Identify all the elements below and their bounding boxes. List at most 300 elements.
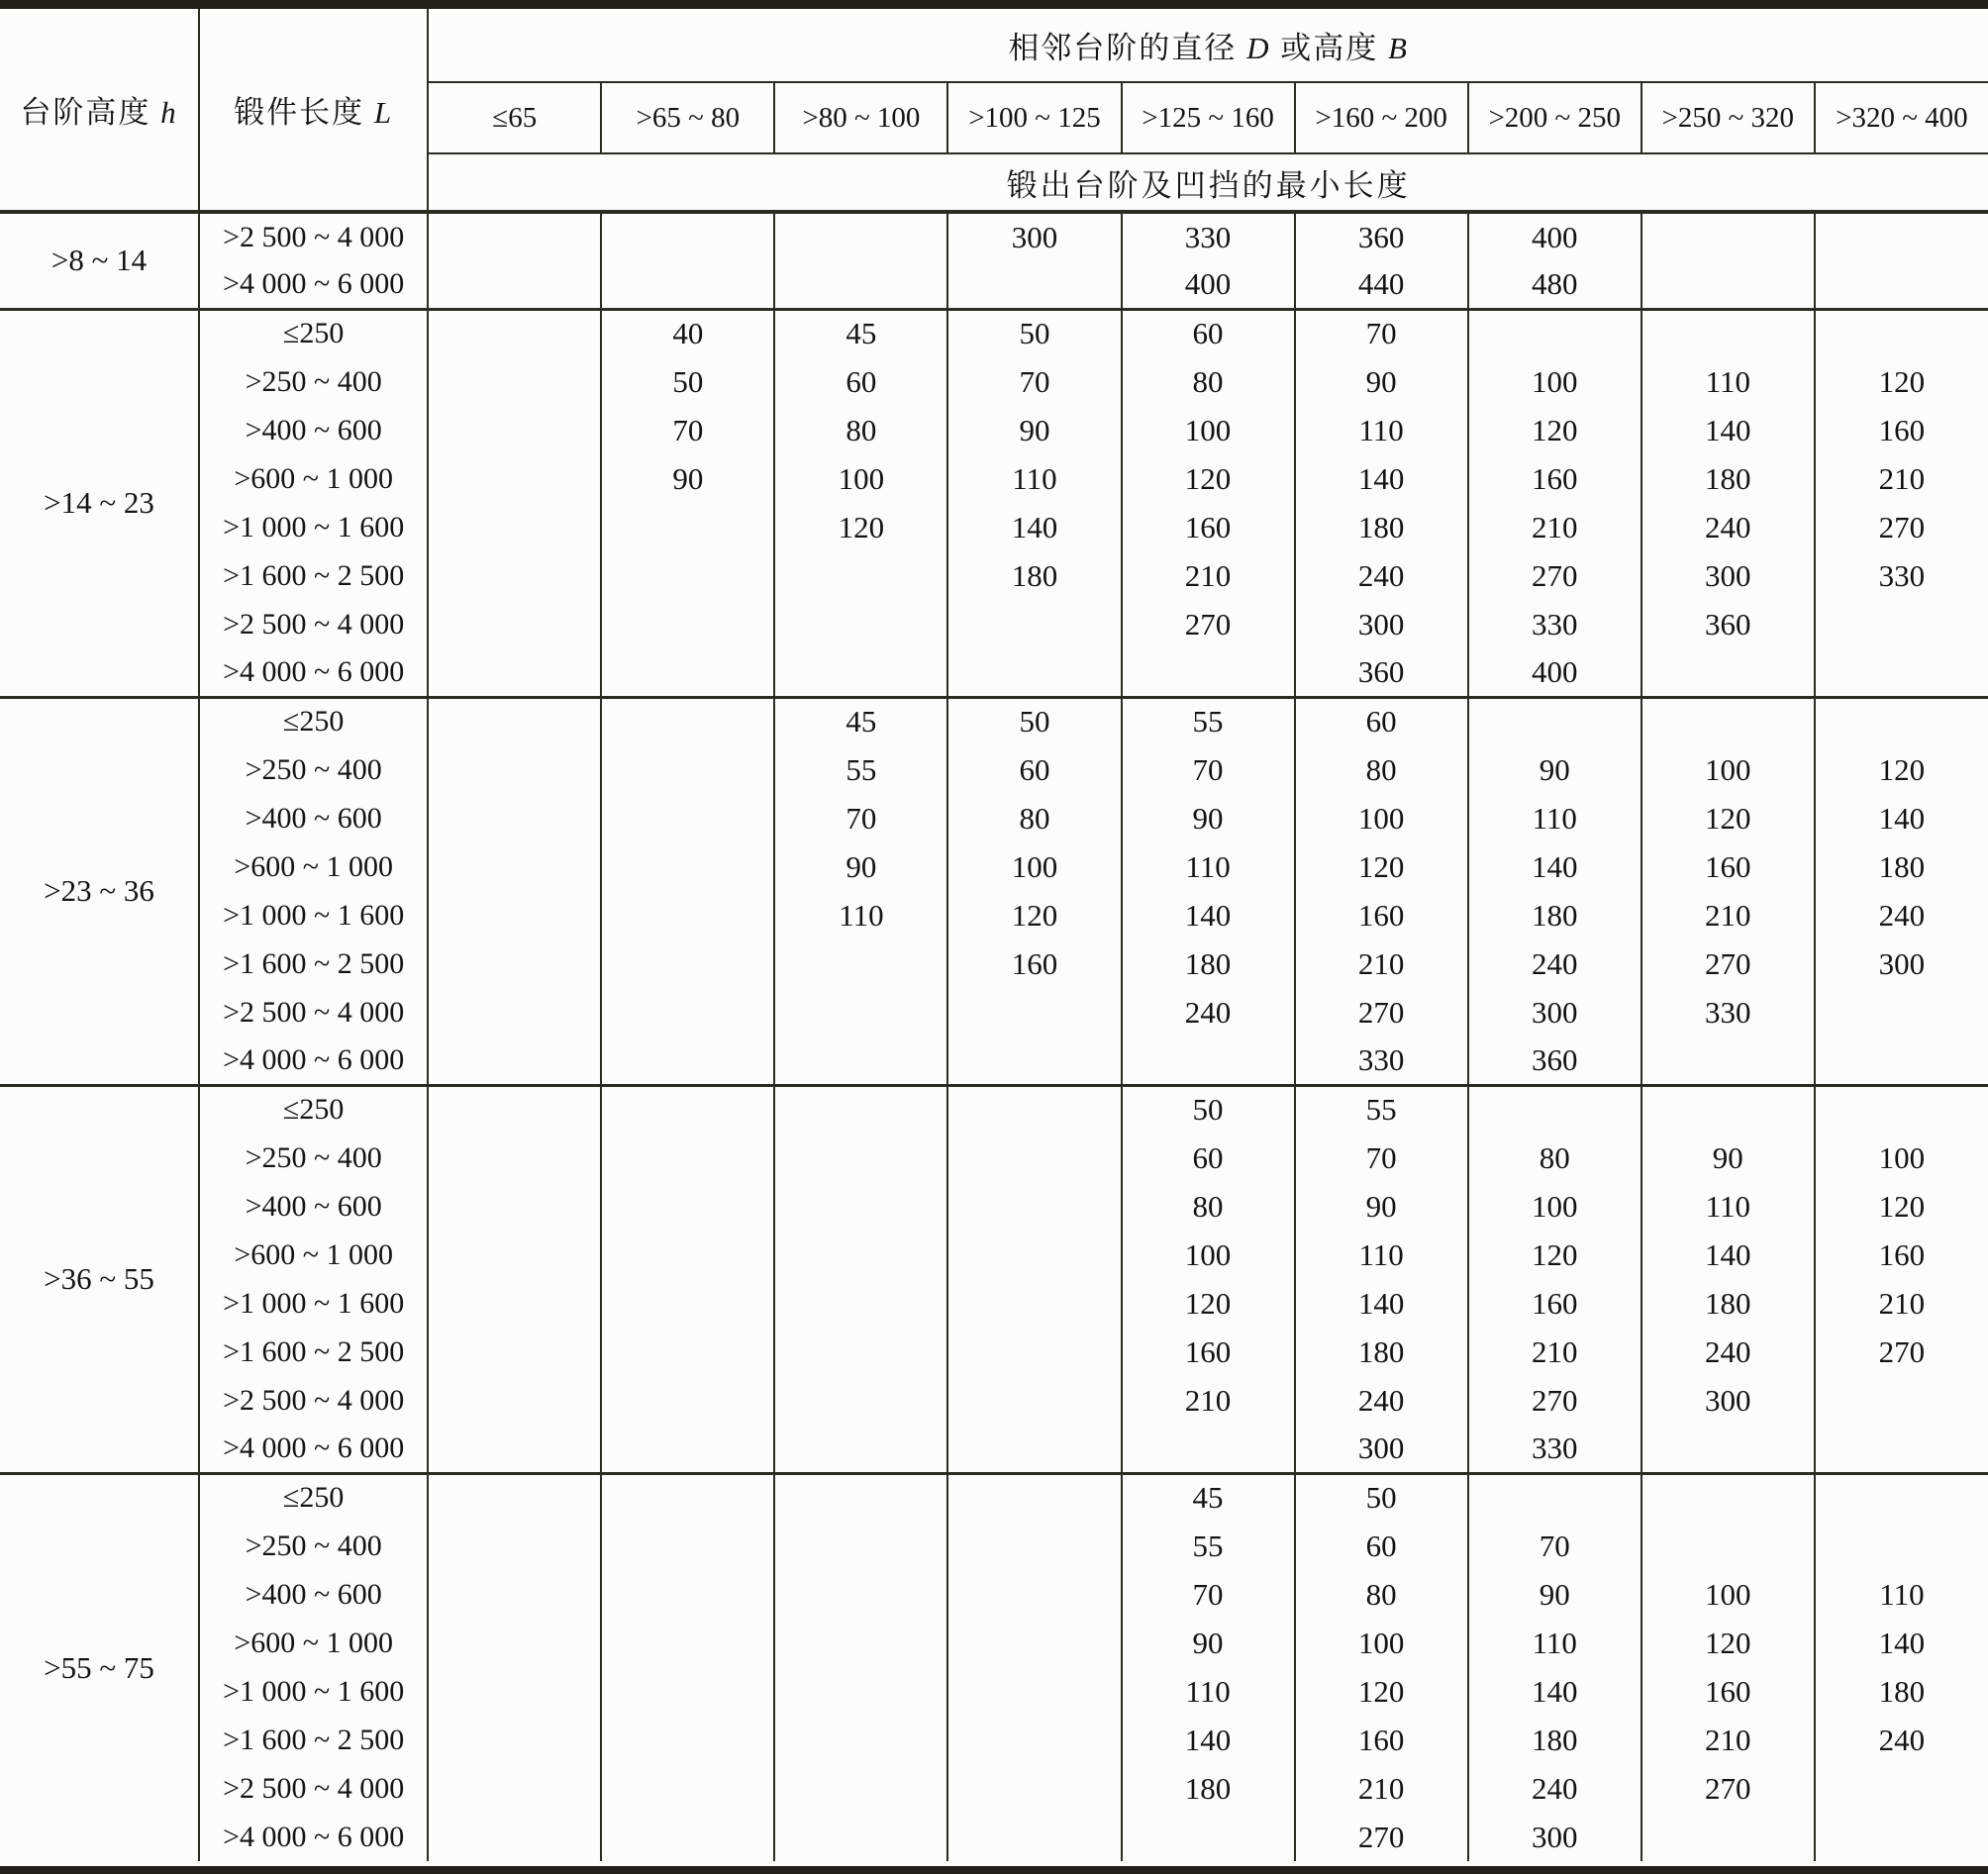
min-length-value-cell: 240 — [1641, 503, 1815, 551]
min-length-value-cell — [601, 1328, 774, 1376]
min-length-value-cell: 80 — [1122, 1182, 1295, 1231]
min-length-value-cell: 210 — [1122, 551, 1295, 600]
forging-length-cell: >4 000 ~ 6 000 — [199, 1425, 428, 1473]
min-length-value-cell — [774, 1376, 947, 1425]
min-length-value-cell: 120 — [1122, 1279, 1295, 1328]
min-length-value-cell — [774, 212, 947, 260]
min-length-value-cell — [947, 260, 1121, 309]
min-length-value-cell: 70 — [1468, 1522, 1641, 1570]
min-length-value-cell: 80 — [1468, 1134, 1641, 1182]
min-length-value-cell: 110 — [1295, 1231, 1468, 1279]
min-length-value-cell — [601, 939, 774, 988]
forging-length-cell: >4 000 ~ 6 000 — [199, 260, 428, 309]
min-length-value-cell — [947, 1425, 1121, 1473]
table-row — [0, 260, 1988, 309]
min-length-value-cell: 160 — [1468, 1279, 1641, 1328]
span-header-text-1: 相邻台阶的直径 — [1008, 31, 1238, 65]
min-length-value-cell: 55 — [1295, 1085, 1468, 1134]
min-length-value-cell — [1641, 212, 1815, 260]
forging-length-cell: ≤250 — [199, 1085, 428, 1134]
span-header-text-2: 或高度 — [1280, 31, 1379, 65]
min-length-value-cell — [428, 939, 601, 988]
min-length-value-cell: 100 — [947, 842, 1121, 891]
min-length-value-cell: 210 — [1295, 1764, 1468, 1813]
min-length-value-cell — [1815, 1813, 1988, 1861]
min-length-value-cell: 180 — [1122, 1764, 1295, 1813]
min-length-value-cell: 90 — [1468, 745, 1641, 794]
forging-length-cell: >2 500 ~ 4 000 — [199, 1376, 428, 1425]
min-length-value-cell — [1641, 309, 1815, 357]
min-length-value-cell: 270 — [1295, 1813, 1468, 1861]
min-length-value-cell — [1122, 1036, 1295, 1085]
table-row — [0, 1328, 1988, 1376]
min-length-value-cell — [601, 1036, 774, 1085]
forging-length-cell: >250 ~ 400 — [199, 357, 428, 406]
min-length-value-cell — [1641, 1813, 1815, 1861]
min-length-value-cell: 120 — [1815, 357, 1988, 406]
min-length-value-cell — [1641, 1473, 1815, 1522]
min-length-value-cell — [601, 1522, 774, 1570]
min-length-value-cell: 55 — [774, 745, 947, 794]
forging-length-cell: >250 ~ 400 — [199, 745, 428, 794]
table-row — [0, 600, 1988, 648]
table-row — [0, 1619, 1988, 1667]
min-length-value-cell: 360 — [1641, 600, 1815, 648]
min-length-value-cell: 110 — [947, 454, 1121, 503]
min-length-value-cell — [601, 1279, 774, 1328]
table-row — [0, 648, 1988, 697]
min-length-value-cell — [774, 988, 947, 1036]
min-length-value-cell — [601, 260, 774, 309]
min-length-value-cell: 50 — [947, 697, 1121, 745]
min-length-value-cell — [774, 1231, 947, 1279]
min-length-value-cell: 120 — [1641, 1619, 1815, 1667]
min-length-value-cell — [601, 551, 774, 600]
forging-length-cell: ≤250 — [199, 697, 428, 745]
min-length-value-cell: 100 — [1641, 1570, 1815, 1619]
min-length-value-cell: 160 — [947, 939, 1121, 988]
min-length-value-cell — [428, 454, 601, 503]
min-length-value-cell: 270 — [1815, 503, 1988, 551]
min-length-value-cell — [428, 357, 601, 406]
min-length-value-cell: 270 — [1815, 1328, 1988, 1376]
forging-length-cell: >600 ~ 1 000 — [199, 1231, 428, 1279]
forging-length-cell: >2 500 ~ 4 000 — [199, 988, 428, 1036]
min-length-value-cell: 110 — [1815, 1570, 1988, 1619]
forging-length-symbol: L — [373, 95, 394, 130]
table-row — [0, 1425, 1988, 1473]
min-length-value-cell: 400 — [1122, 260, 1295, 309]
min-length-value-cell: 110 — [1641, 1182, 1815, 1231]
min-length-value-cell: 60 — [774, 357, 947, 406]
min-length-value-cell — [601, 1085, 774, 1134]
min-length-value-cell: 330 — [1468, 600, 1641, 648]
min-length-value-cell — [1641, 1425, 1815, 1473]
min-length-value-cell: 140 — [1815, 1619, 1988, 1667]
min-length-value-cell: 140 — [1468, 842, 1641, 891]
min-length-value-cell: 90 — [601, 454, 774, 503]
min-length-value-cell — [601, 842, 774, 891]
min-length-value-cell — [774, 1425, 947, 1473]
min-length-value-cell — [428, 1279, 601, 1328]
min-length-value-cell — [428, 309, 601, 357]
min-length-value-cell: 110 — [1122, 1667, 1295, 1716]
min-length-value-cell — [947, 988, 1121, 1036]
min-length-value-cell: 180 — [1815, 1667, 1988, 1716]
min-length-value-cell — [428, 600, 601, 648]
min-length-value-cell — [1641, 1085, 1815, 1134]
min-length-value-cell — [947, 600, 1121, 648]
forging-length-cell: >4 000 ~ 6 000 — [199, 648, 428, 697]
min-length-value-cell — [1468, 1085, 1641, 1134]
col-header-step-height — [0, 9, 199, 212]
range-col-header: >80 ~ 100 — [774, 82, 947, 153]
min-length-value-cell: 120 — [1122, 454, 1295, 503]
min-length-value-cell: 100 — [1815, 1134, 1988, 1182]
min-length-value-cell — [428, 1764, 601, 1813]
min-length-value-cell — [601, 1716, 774, 1764]
table-row — [0, 1473, 1988, 1522]
step-height-group-cell: >55 ~ 75 — [0, 1473, 199, 1861]
min-length-value-cell — [428, 794, 601, 842]
min-length-value-cell — [774, 648, 947, 697]
min-length-value-cell — [1815, 260, 1988, 309]
diameter-symbol: D — [1246, 31, 1271, 65]
forging-length-cell: >4 000 ~ 6 000 — [199, 1036, 428, 1085]
forging-length-cell: >1 000 ~ 1 600 — [199, 1279, 428, 1328]
min-length-value-cell: 140 — [1815, 794, 1988, 842]
min-length-value-cell — [947, 1036, 1121, 1085]
min-length-value-cell — [947, 1328, 1121, 1376]
min-length-value-cell: 270 — [1641, 1764, 1815, 1813]
min-length-value-cell — [1815, 212, 1988, 260]
min-length-value-cell: 160 — [1295, 1716, 1468, 1764]
min-length-value-cell: 55 — [1122, 697, 1295, 745]
span-header-adjacent-step — [428, 9, 1988, 82]
min-length-value-cell — [1815, 648, 1988, 697]
min-length-value-cell — [428, 1085, 601, 1134]
min-length-value-cell: 160 — [1815, 1231, 1988, 1279]
min-length-value-cell — [601, 1376, 774, 1425]
min-length-value-cell — [601, 1667, 774, 1716]
min-length-value-cell: 110 — [1122, 842, 1295, 891]
min-length-value-cell: 140 — [1295, 1279, 1468, 1328]
min-length-value-cell — [774, 1667, 947, 1716]
table-row — [0, 1764, 1988, 1813]
min-length-value-cell: 240 — [1815, 891, 1988, 939]
min-length-value-cell — [1815, 1425, 1988, 1473]
min-length-value-cell: 100 — [1295, 794, 1468, 842]
min-length-value-cell: 70 — [601, 406, 774, 454]
min-length-value-cell — [1815, 988, 1988, 1036]
range-col-header: >125 ~ 160 — [1122, 82, 1295, 153]
table-row — [0, 988, 1988, 1036]
min-length-value-cell: 60 — [947, 745, 1121, 794]
table-row — [0, 697, 1988, 745]
forging-length-label: 锻件长度 — [234, 95, 365, 130]
min-length-value-cell: 120 — [1815, 745, 1988, 794]
min-length-value-cell: 180 — [1815, 842, 1988, 891]
forging-length-cell: >1 000 ~ 1 600 — [199, 1667, 428, 1716]
min-length-value-cell — [774, 1279, 947, 1328]
min-length-value-cell — [774, 1085, 947, 1134]
min-length-value-cell: 70 — [947, 357, 1121, 406]
min-length-value-cell: 210 — [1641, 1716, 1815, 1764]
min-length-value-cell: 210 — [1122, 1376, 1295, 1425]
min-length-value-cell — [428, 1134, 601, 1182]
min-length-value-cell: 100 — [1468, 1182, 1641, 1231]
forging-length-cell: >2 500 ~ 4 000 — [199, 212, 428, 260]
header-row-top — [0, 9, 1988, 82]
min-length-value-cell — [947, 648, 1121, 697]
min-length-value-cell — [1641, 697, 1815, 745]
min-length-value-cell: 70 — [1122, 1570, 1295, 1619]
min-length-value-cell — [1815, 1376, 1988, 1425]
table-row — [0, 212, 1988, 260]
min-length-value-cell — [947, 1619, 1121, 1667]
min-length-value-cell: 120 — [1468, 1231, 1641, 1279]
min-length-value-cell — [601, 1813, 774, 1861]
min-length-value-cell — [774, 260, 947, 309]
min-length-value-cell — [428, 503, 601, 551]
min-length-value-cell: 80 — [1122, 357, 1295, 406]
min-length-value-cell: 240 — [1641, 1328, 1815, 1376]
min-length-value-cell: 240 — [1295, 1376, 1468, 1425]
min-length-value-cell — [601, 745, 774, 794]
min-length-value-cell: 60 — [1122, 309, 1295, 357]
min-length-value-cell: 160 — [1122, 1328, 1295, 1376]
min-length-value-cell: 90 — [947, 406, 1121, 454]
min-length-value-cell: 90 — [1468, 1570, 1641, 1619]
min-length-value-cell — [428, 260, 601, 309]
min-length-value-cell — [1815, 600, 1988, 648]
min-length-value-cell: 140 — [947, 503, 1121, 551]
min-length-value-cell — [774, 600, 947, 648]
table-row — [0, 1813, 1988, 1861]
table-row — [0, 794, 1988, 842]
min-length-value-cell — [601, 988, 774, 1036]
min-length-value-cell — [1641, 1036, 1815, 1085]
min-length-value-cell: 240 — [1122, 988, 1295, 1036]
min-length-value-cell: 80 — [1295, 1570, 1468, 1619]
table-row — [0, 1522, 1988, 1570]
min-length-value-cell — [947, 1570, 1121, 1619]
min-length-value-cell — [601, 794, 774, 842]
sub-header-min-length: 锻出台阶及凹挡的最小长度 — [1006, 167, 1411, 203]
step-height-group-cell: >14 ~ 23 — [0, 309, 199, 697]
min-length-value-cell: 270 — [1468, 551, 1641, 600]
min-length-value-cell: 160 — [1641, 1667, 1815, 1716]
min-length-value-cell — [774, 1570, 947, 1619]
min-length-value-cell — [947, 1231, 1121, 1279]
min-length-value-cell: 100 — [1295, 1619, 1468, 1667]
min-length-value-cell — [428, 1231, 601, 1279]
min-length-value-cell: 120 — [1468, 406, 1641, 454]
range-col-header: >250 ~ 320 — [1641, 82, 1815, 153]
min-length-value-cell — [947, 1813, 1121, 1861]
range-col-header: >100 ~ 125 — [947, 82, 1121, 153]
min-length-value-cell — [428, 648, 601, 697]
table-row — [0, 1279, 1988, 1328]
min-length-value-cell: 100 — [1468, 357, 1641, 406]
min-length-value-cell: 90 — [1122, 1619, 1295, 1667]
min-length-value-cell — [1641, 260, 1815, 309]
min-length-value-cell: 180 — [1295, 503, 1468, 551]
min-length-value-cell — [601, 1182, 774, 1231]
min-length-value-cell — [601, 697, 774, 745]
min-length-value-cell: 40 — [601, 309, 774, 357]
min-length-value-cell — [774, 1764, 947, 1813]
min-length-value-cell: 240 — [1468, 939, 1641, 988]
min-length-value-cell — [774, 1182, 947, 1231]
min-length-value-cell: 180 — [1295, 1328, 1468, 1376]
min-length-value-cell — [947, 1182, 1121, 1231]
min-length-value-cell: 70 — [1122, 745, 1295, 794]
min-length-value-cell — [947, 1085, 1121, 1134]
forging-step-min-length-table — [0, 9, 1988, 1861]
min-length-value-cell: 240 — [1468, 1764, 1641, 1813]
range-col-header: ≤65 — [428, 82, 601, 153]
min-length-value-cell: 300 — [1641, 551, 1815, 600]
min-length-value-cell: 140 — [1641, 406, 1815, 454]
forging-length-cell: >1 000 ~ 1 600 — [199, 891, 428, 939]
min-length-value-cell: 90 — [1641, 1134, 1815, 1182]
min-length-value-cell — [601, 1619, 774, 1667]
min-length-value-cell — [947, 1522, 1121, 1570]
min-length-value-cell — [601, 1570, 774, 1619]
min-length-value-cell: 210 — [1815, 1279, 1988, 1328]
min-length-value-cell: 45 — [774, 309, 947, 357]
min-length-value-cell: 210 — [1815, 454, 1988, 503]
min-length-value-cell — [1122, 1425, 1295, 1473]
min-length-value-cell — [428, 212, 601, 260]
min-length-value-cell: 120 — [947, 891, 1121, 939]
table-row — [0, 1231, 1988, 1279]
min-length-value-cell — [601, 648, 774, 697]
min-length-value-cell — [774, 1473, 947, 1522]
min-length-value-cell — [428, 1619, 601, 1667]
table-row — [0, 1182, 1988, 1231]
min-length-value-cell: 300 — [1295, 600, 1468, 648]
min-length-value-cell: 120 — [1295, 842, 1468, 891]
forging-length-cell: >600 ~ 1 000 — [199, 454, 428, 503]
table-row — [0, 1036, 1988, 1085]
min-length-value-cell: 80 — [1295, 745, 1468, 794]
min-length-value-cell — [947, 1473, 1121, 1522]
min-length-value-cell: 270 — [1295, 988, 1468, 1036]
min-length-value-cell — [947, 1279, 1121, 1328]
min-length-value-cell — [1815, 309, 1988, 357]
min-length-value-cell: 360 — [1295, 648, 1468, 697]
min-length-value-cell: 80 — [947, 794, 1121, 842]
forging-length-cell: >1 000 ~ 1 600 — [199, 503, 428, 551]
min-length-value-cell: 140 — [1122, 891, 1295, 939]
step-height-group-cell: >8 ~ 14 — [0, 212, 199, 309]
min-length-value-cell — [947, 1376, 1121, 1425]
min-length-value-cell: 210 — [1468, 503, 1641, 551]
min-length-value-cell: 60 — [1295, 697, 1468, 745]
min-length-value-cell: 160 — [1815, 406, 1988, 454]
min-length-value-cell: 300 — [1815, 939, 1988, 988]
step-height-group-cell: >23 ~ 36 — [0, 697, 199, 1085]
min-length-value-cell: 270 — [1468, 1376, 1641, 1425]
min-length-value-cell: 60 — [1122, 1134, 1295, 1182]
min-length-value-cell: 120 — [1815, 1182, 1988, 1231]
min-length-value-cell — [601, 891, 774, 939]
min-length-value-cell — [428, 1036, 601, 1085]
table-body — [0, 212, 1988, 1861]
min-length-value-cell — [774, 1716, 947, 1764]
table-header — [0, 9, 1988, 212]
min-length-value-cell — [1815, 1085, 1988, 1134]
min-length-value-cell: 90 — [1295, 357, 1468, 406]
min-length-value-cell: 210 — [1468, 1328, 1641, 1376]
min-length-value-cell: 110 — [1295, 406, 1468, 454]
min-length-value-cell: 440 — [1295, 260, 1468, 309]
table-row — [0, 842, 1988, 891]
min-length-value-cell — [428, 1716, 601, 1764]
min-length-value-cell: 50 — [1122, 1085, 1295, 1134]
min-length-value-cell — [428, 1328, 601, 1376]
min-length-value-cell: 45 — [774, 697, 947, 745]
forging-length-cell: >250 ~ 400 — [199, 1134, 428, 1182]
min-length-value-cell — [1468, 309, 1641, 357]
table-row — [0, 503, 1988, 551]
min-length-value-cell — [774, 1036, 947, 1085]
min-length-value-cell — [428, 697, 601, 745]
min-length-value-cell: 210 — [1295, 939, 1468, 988]
range-col-header: >160 ~ 200 — [1295, 82, 1468, 153]
min-length-value-cell — [1815, 1473, 1988, 1522]
min-length-value-cell: 50 — [1295, 1473, 1468, 1522]
forging-length-cell: >4 000 ~ 6 000 — [199, 1813, 428, 1861]
forging-length-cell: >400 ~ 600 — [199, 1570, 428, 1619]
min-length-value-cell: 400 — [1468, 212, 1641, 260]
min-length-value-cell: 160 — [1641, 842, 1815, 891]
table-row — [0, 1376, 1988, 1425]
min-length-value-cell: 50 — [947, 309, 1121, 357]
min-length-value-cell: 300 — [1641, 1376, 1815, 1425]
range-col-header: >200 ~ 250 — [1468, 82, 1641, 153]
min-length-value-cell: 300 — [1468, 1813, 1641, 1861]
min-length-value-cell: 180 — [1641, 454, 1815, 503]
table-row — [0, 891, 1988, 939]
min-length-value-cell: 270 — [1641, 939, 1815, 988]
min-length-value-cell: 120 — [1641, 794, 1815, 842]
min-length-value-cell: 80 — [774, 406, 947, 454]
min-length-value-cell: 330 — [1815, 551, 1988, 600]
min-length-value-cell: 160 — [1295, 891, 1468, 939]
min-length-value-cell — [947, 1134, 1121, 1182]
min-length-value-cell: 140 — [1295, 454, 1468, 503]
min-length-value-cell — [428, 745, 601, 794]
table-row — [0, 551, 1988, 600]
forging-length-cell: ≤250 — [199, 309, 428, 357]
forging-length-cell: >1 600 ~ 2 500 — [199, 1716, 428, 1764]
min-length-value-cell: 90 — [1295, 1182, 1468, 1231]
min-length-value-cell: 100 — [774, 454, 947, 503]
forging-length-cell: >2 500 ~ 4 000 — [199, 600, 428, 648]
forging-length-cell: >1 600 ~ 2 500 — [199, 551, 428, 600]
min-length-value-cell: 110 — [1468, 1619, 1641, 1667]
min-length-value-cell — [428, 1570, 601, 1619]
min-length-value-cell — [1468, 1473, 1641, 1522]
min-length-value-cell: 300 — [1468, 988, 1641, 1036]
step-height-label: 台阶高度 — [20, 95, 151, 130]
min-length-value-cell — [601, 600, 774, 648]
forging-length-cell: ≤250 — [199, 1473, 428, 1522]
min-length-value-cell — [601, 1134, 774, 1182]
